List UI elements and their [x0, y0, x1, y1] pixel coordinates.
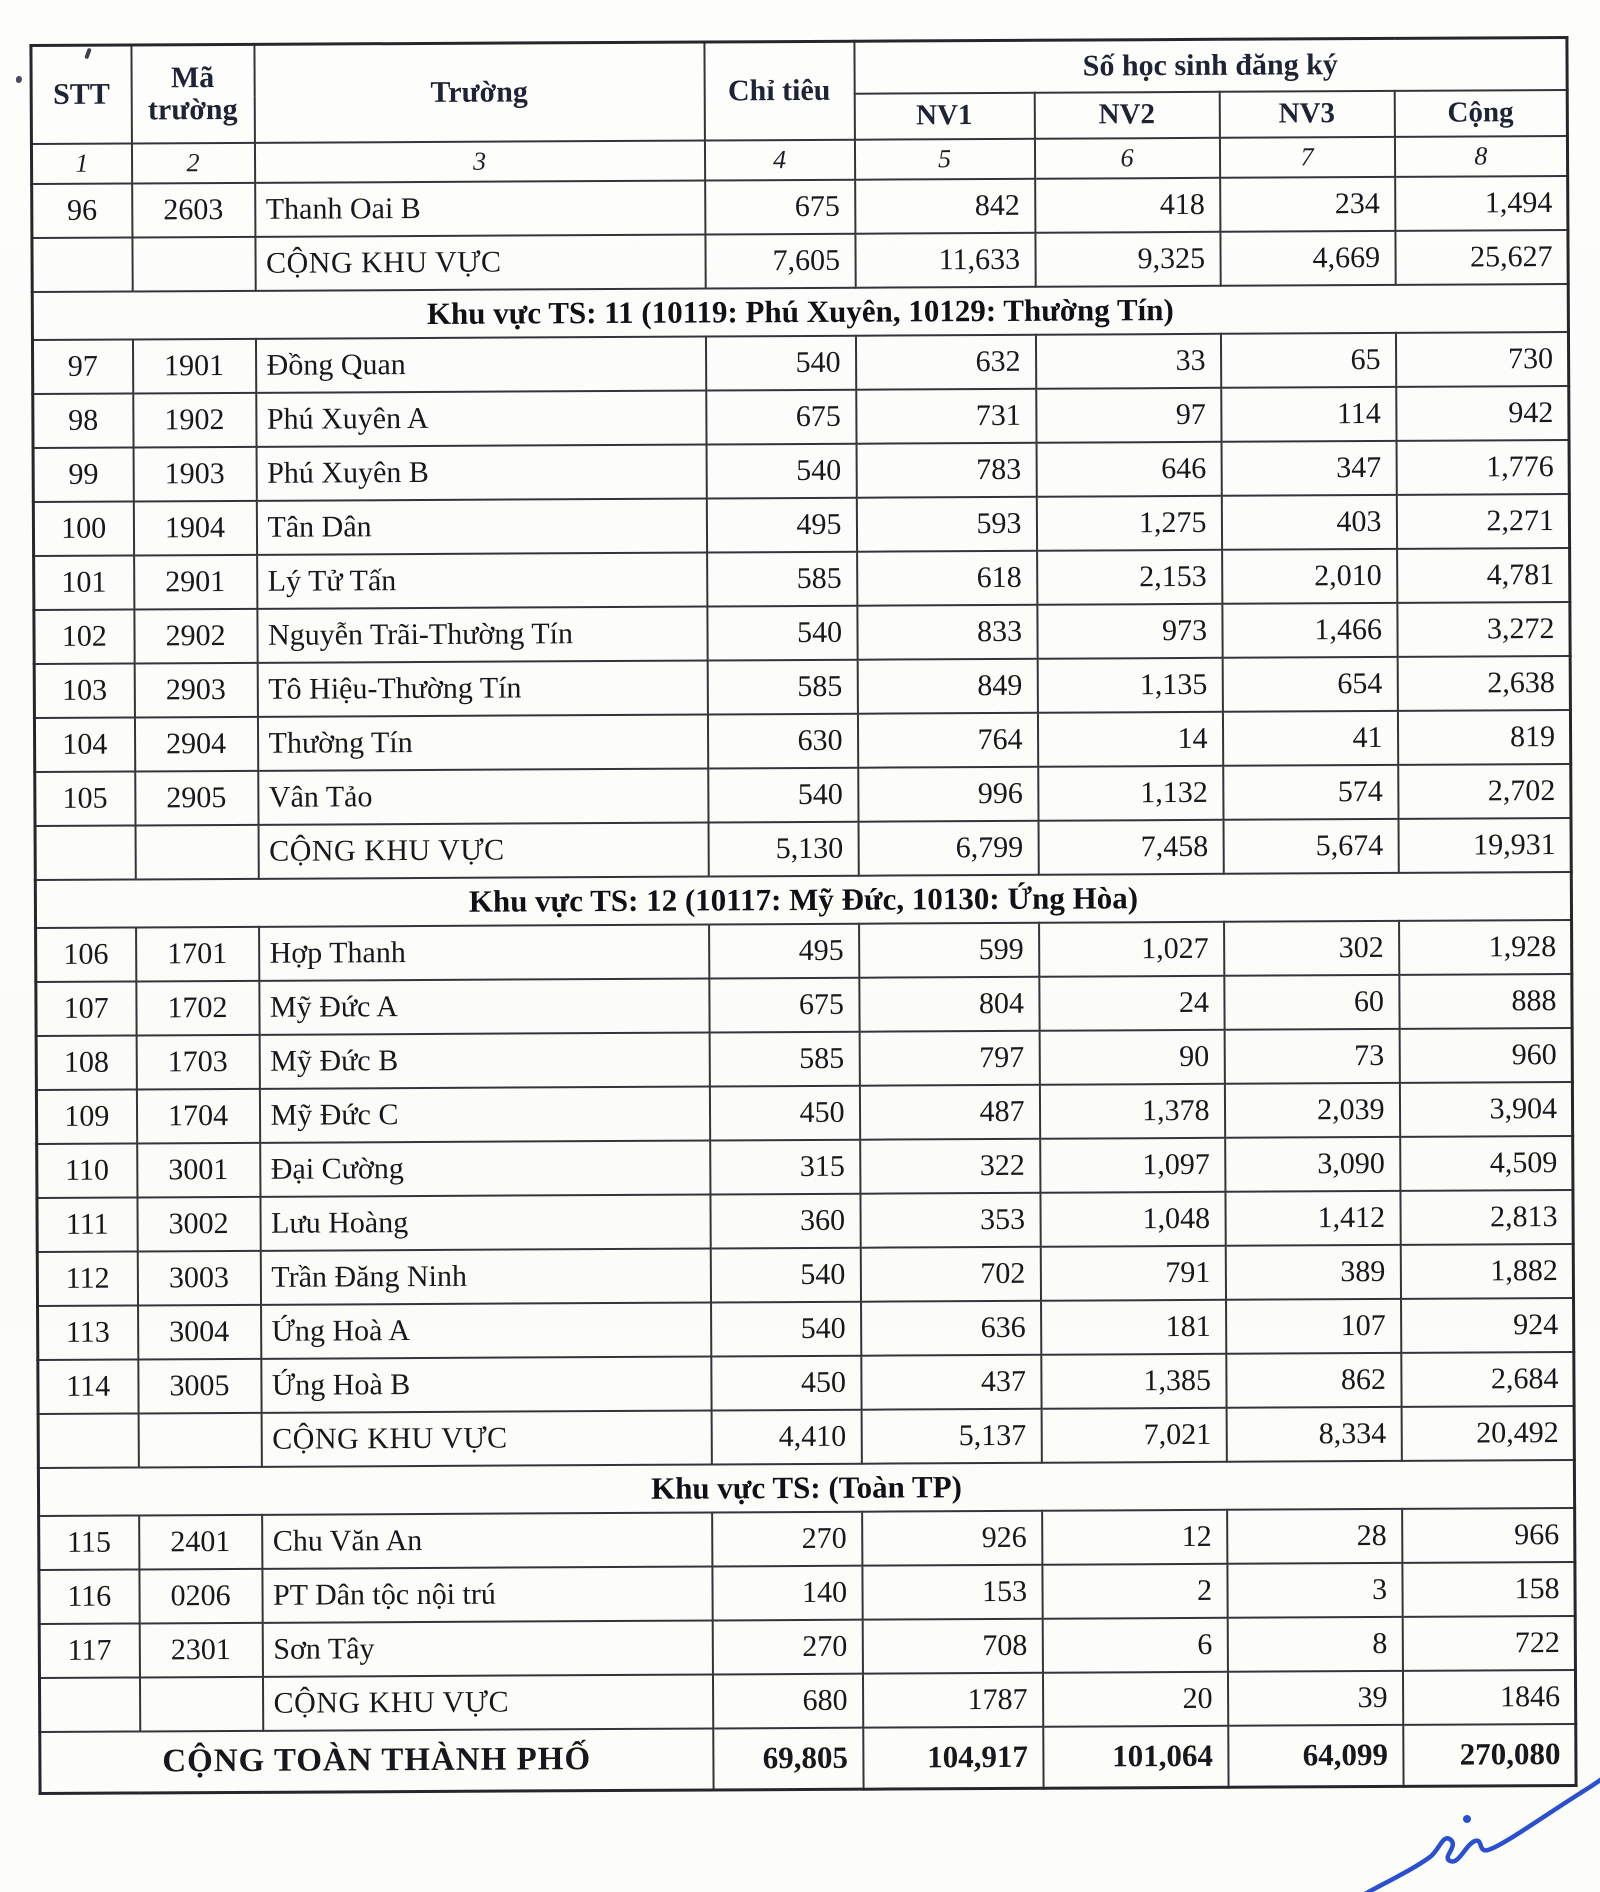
stt-cell: 114 — [38, 1359, 138, 1414]
region-total-label: CỘNG KHU VỰC — [261, 1410, 711, 1466]
school-row — [32, 331, 1568, 393]
school-chi_tieu-cell: 540 — [706, 443, 856, 498]
school-nv1-cell: 702 — [860, 1246, 1040, 1301]
school-chi_tieu-cell: 585 — [707, 659, 857, 714]
school-row — [33, 439, 1569, 501]
school-chi_tieu-cell: 585 — [707, 551, 857, 606]
school-nv3-cell: 2,010 — [1222, 548, 1397, 603]
school-nv3-cell: 65 — [1220, 332, 1395, 387]
school-row — [36, 1081, 1572, 1143]
school-cong-cell: 960 — [1399, 1027, 1572, 1082]
school-nv3-cell: 654 — [1222, 656, 1397, 711]
region-total-row — [35, 817, 1571, 879]
school-name-cell: Lưu Hoàng — [260, 1194, 710, 1250]
school-nv1-cell: 731 — [856, 388, 1036, 443]
school-nv3-cell: 389 — [1225, 1244, 1400, 1299]
school-chi_tieu-cell: 270 — [712, 1619, 862, 1674]
school-code-cell: 1902 — [133, 392, 256, 447]
school-chi_tieu-cell: 585 — [709, 1031, 859, 1086]
school-nv2-cell: 418 — [1035, 177, 1220, 232]
school-chi_tieu-cell: 675 — [709, 977, 859, 1032]
school-nv2-cell: 1,097 — [1040, 1137, 1225, 1192]
region-total-row — [32, 229, 1568, 291]
school-chi_tieu-cell: 495 — [709, 923, 859, 978]
header-cong: Cộng — [1394, 89, 1567, 136]
school-cong-cell: 1,928 — [1399, 919, 1572, 974]
school-name-cell: Hợp Thanh — [259, 924, 709, 980]
school-row — [32, 175, 1568, 237]
region-total-nv1: 6,799 — [858, 820, 1038, 875]
school-cong-cell: 730 — [1395, 331, 1568, 386]
column-index-7: 7 — [1219, 136, 1394, 177]
school-name-cell: Vân Tảo — [258, 768, 708, 824]
school-code-cell: 1903 — [133, 446, 256, 501]
school-nv2-cell: 12 — [1042, 1509, 1227, 1564]
empty-code-cell — [139, 1676, 262, 1731]
region-total-nv1: 11,633 — [855, 232, 1035, 287]
stt-cell: 98 — [33, 393, 133, 448]
header-ma-truong-line1: Mã — [170, 61, 215, 95]
school-nv2-cell: 1,132 — [1038, 765, 1223, 820]
region-total-nv3: 8,334 — [1226, 1406, 1401, 1461]
school-code-cell: 3002 — [137, 1196, 260, 1251]
stt-cell: 116 — [39, 1569, 139, 1624]
column-index-4: 4 — [704, 139, 854, 180]
stt-cell: 107 — [36, 981, 136, 1036]
school-cong-cell: 2,684 — [1401, 1351, 1574, 1406]
stt-cell: 103 — [34, 663, 134, 718]
school-nv2-cell: 33 — [1035, 333, 1220, 388]
school-nv1-cell: 353 — [860, 1192, 1040, 1247]
school-nv1-cell: 322 — [860, 1138, 1040, 1193]
school-name-cell: Tô Hiệu-Thường Tín — [257, 660, 707, 716]
school-cong-cell: 942 — [1396, 385, 1569, 440]
school-name-cell: Sơn Tây — [262, 1620, 712, 1676]
city-total-nv1: 104,917 — [863, 1726, 1043, 1789]
school-nv1-cell: 153 — [862, 1564, 1042, 1619]
school-nv2-cell: 1,048 — [1040, 1191, 1225, 1246]
region-total-nv2: 7,458 — [1038, 819, 1223, 874]
region-total-chi_tieu: 5,130 — [708, 821, 858, 876]
school-row — [39, 1615, 1575, 1677]
school-nv3-cell: 2,039 — [1224, 1082, 1399, 1137]
header-ma-truong — [131, 44, 255, 143]
school-code-cell: 0206 — [139, 1568, 262, 1623]
school-code-cell: 2905 — [135, 770, 258, 825]
school-code-cell: 1904 — [133, 500, 256, 555]
school-nv2-cell: 646 — [1036, 441, 1221, 496]
school-name-cell: Mỹ Đức A — [259, 978, 709, 1034]
school-nv3-cell: 60 — [1224, 974, 1399, 1029]
school-code-cell: 1704 — [136, 1088, 259, 1143]
school-cong-cell: 1,776 — [1396, 439, 1569, 494]
school-nv1-cell: 618 — [857, 550, 1037, 605]
school-chi_tieu-cell: 540 — [705, 335, 855, 390]
school-nv3-cell: 302 — [1224, 920, 1399, 975]
header-so-hoc-sinh-dang-ky: Số học sinh đăng ký — [854, 37, 1567, 93]
school-row — [39, 1507, 1575, 1569]
table-header — [31, 37, 1568, 183]
stt-cell: 101 — [34, 555, 134, 610]
school-nv1-cell: 437 — [861, 1354, 1041, 1409]
city-total-label: CỘNG TOÀN THÀNH PHỐ — [40, 1728, 713, 1794]
school-cong-cell: 1,494 — [1395, 175, 1568, 230]
school-nv1-cell: 487 — [859, 1084, 1039, 1139]
column-index-1: 1 — [31, 143, 131, 184]
school-name-cell: Ứng Hoà B — [261, 1356, 711, 1412]
stt-cell: 96 — [32, 183, 132, 238]
region-total-cong: 1846 — [1402, 1669, 1575, 1724]
school-code-cell: 2902 — [134, 608, 257, 663]
school-code-cell: 1703 — [136, 1034, 259, 1089]
school-chi_tieu-cell: 360 — [710, 1193, 860, 1248]
school-cong-cell: 3,272 — [1397, 601, 1570, 656]
school-chi_tieu-cell: 315 — [710, 1139, 860, 1194]
school-nv1-cell: 599 — [859, 922, 1039, 977]
school-nv1-cell: 783 — [856, 442, 1036, 497]
school-nv3-cell: 73 — [1224, 1028, 1399, 1083]
header-nv2: NV2 — [1034, 91, 1219, 138]
school-cong-cell: 924 — [1401, 1297, 1574, 1352]
header-truong: Trường — [254, 42, 705, 142]
city-total-nv2: 101,064 — [1043, 1725, 1228, 1788]
header-nv1: NV1 — [854, 92, 1034, 139]
school-nv3-cell: 3 — [1227, 1562, 1402, 1617]
school-code-cell: 3003 — [137, 1250, 260, 1305]
school-row — [36, 1027, 1572, 1089]
school-nv2-cell: 791 — [1040, 1245, 1225, 1300]
empty-code-cell — [132, 236, 255, 291]
school-nv2-cell: 973 — [1037, 603, 1222, 658]
school-nv3-cell: 3,090 — [1225, 1136, 1400, 1191]
school-cong-cell: 158 — [1402, 1561, 1575, 1616]
scan-speck — [16, 76, 22, 83]
stt-cell: 112 — [37, 1251, 137, 1306]
region-total-nv1: 5,137 — [861, 1408, 1041, 1463]
school-nv2-cell: 14 — [1037, 711, 1222, 766]
school-name-cell: Lý Tử Tấn — [257, 552, 707, 608]
school-code-cell: 2901 — [134, 554, 257, 609]
school-name-cell: Phú Xuyên A — [256, 390, 706, 446]
school-nv3-cell: 234 — [1220, 176, 1395, 231]
school-cong-cell: 2,813 — [1400, 1189, 1573, 1244]
school-nv2-cell: 1,027 — [1039, 921, 1224, 976]
school-nv2-cell: 181 — [1041, 1299, 1226, 1354]
stt-cell: 106 — [36, 927, 136, 982]
school-row — [33, 493, 1569, 555]
section-header-row — [38, 1459, 1574, 1515]
header-chi-tieu: Chỉ tiêu — [704, 41, 855, 140]
column-index-5: 5 — [854, 138, 1034, 179]
school-row — [36, 919, 1572, 981]
stt-cell: 100 — [33, 501, 133, 556]
school-nv3-cell: 403 — [1221, 494, 1396, 549]
school-cong-cell: 4,781 — [1397, 547, 1570, 602]
school-nv2-cell: 1,135 — [1037, 657, 1222, 712]
school-cong-cell: 2,271 — [1396, 493, 1569, 548]
header-nv3: NV3 — [1219, 90, 1394, 137]
signature-stroke — [1342, 1763, 1600, 1892]
column-index-3: 3 — [254, 140, 704, 182]
school-chi_tieu-cell: 675 — [706, 389, 856, 444]
school-row — [36, 973, 1572, 1035]
school-cong-cell: 722 — [1402, 1615, 1575, 1670]
school-nv2-cell: 6 — [1042, 1617, 1227, 1672]
registration-table-wrap — [29, 36, 1574, 1795]
school-name-cell: Trần Đăng Ninh — [260, 1248, 710, 1304]
region-total-nv2: 9,325 — [1035, 231, 1220, 286]
school-name-cell: Tân Dân — [256, 498, 706, 554]
school-row — [37, 1243, 1573, 1305]
empty-stt-cell — [39, 1677, 139, 1732]
school-nv3-cell: 1,412 — [1225, 1190, 1400, 1245]
region-total-cong: 19,931 — [1398, 817, 1571, 872]
school-nv2-cell: 2 — [1042, 1563, 1227, 1618]
school-code-cell: 2903 — [134, 662, 257, 717]
school-code-cell: 2401 — [139, 1514, 262, 1569]
empty-code-cell — [135, 824, 258, 879]
school-name-cell: Đại Cường — [260, 1140, 710, 1196]
school-chi_tieu-cell: 450 — [711, 1355, 861, 1410]
school-name-cell: Thanh Oai B — [255, 180, 705, 236]
section-header-row — [35, 871, 1571, 927]
city-total-cong: 270,080 — [1403, 1723, 1576, 1786]
region-total-nv2: 7,021 — [1041, 1407, 1226, 1462]
school-nv2-cell: 97 — [1036, 387, 1221, 442]
school-nv1-cell: 632 — [855, 334, 1035, 389]
school-chi_tieu-cell: 540 — [710, 1247, 860, 1302]
school-code-cell: 3005 — [138, 1358, 261, 1413]
school-chi_tieu-cell: 140 — [712, 1565, 862, 1620]
school-row — [38, 1351, 1574, 1413]
school-nv3-cell: 114 — [1221, 386, 1396, 441]
region-total-chi_tieu: 7,605 — [705, 233, 855, 288]
school-nv3-cell: 107 — [1226, 1298, 1401, 1353]
stt-cell: 117 — [39, 1623, 139, 1678]
school-name-cell: Ứng Hoà A — [261, 1302, 711, 1358]
school-row — [34, 547, 1570, 609]
school-row — [33, 385, 1569, 447]
school-row — [38, 1297, 1574, 1359]
region-total-label: CỘNG KHU VỰC — [262, 1674, 712, 1730]
school-nv1-cell: 764 — [857, 712, 1037, 767]
school-nv1-cell: 593 — [856, 496, 1036, 551]
school-name-cell: PT Dân tộc nội trú — [262, 1566, 712, 1622]
region-total-row — [39, 1669, 1575, 1731]
school-nv1-cell: 797 — [859, 1030, 1039, 1085]
region-total-nv1: 1787 — [862, 1672, 1042, 1727]
school-nv1-cell: 926 — [862, 1510, 1042, 1565]
school-nv3-cell: 41 — [1222, 710, 1397, 765]
stt-cell: 102 — [34, 609, 134, 664]
city-total-nv3: 64,099 — [1228, 1724, 1403, 1787]
stt-cell: 110 — [37, 1143, 137, 1198]
school-code-cell: 1901 — [132, 338, 255, 393]
school-chi_tieu-cell: 540 — [708, 767, 858, 822]
school-row — [35, 763, 1571, 825]
school-code-cell: 1702 — [136, 980, 259, 1035]
school-nv1-cell: 804 — [859, 976, 1039, 1031]
school-chi_tieu-cell: 495 — [706, 497, 856, 552]
school-nv2-cell: 24 — [1039, 975, 1224, 1030]
school-row — [34, 601, 1570, 663]
stt-cell: 113 — [38, 1305, 138, 1360]
school-name-cell: Chu Văn An — [262, 1512, 712, 1568]
stt-cell: 111 — [37, 1197, 137, 1252]
school-cong-cell: 3,904 — [1399, 1081, 1572, 1136]
school-cong-cell: 2,638 — [1397, 655, 1570, 710]
school-nv1-cell: 636 — [861, 1300, 1041, 1355]
section-title: Khu vực TS: (Toàn TP) — [38, 1459, 1574, 1515]
school-row — [34, 655, 1570, 717]
region-total-chi_tieu: 680 — [712, 1673, 862, 1728]
school-name-cell: Nguyễn Trãi-Thường Tín — [257, 606, 707, 662]
region-total-chi_tieu: 4,410 — [711, 1409, 861, 1464]
city-total-chi_tieu: 69,805 — [713, 1727, 863, 1790]
header-stt: STT — [31, 45, 132, 144]
stt-cell: 97 — [32, 339, 132, 394]
school-row — [37, 1135, 1573, 1197]
school-name-cell: Mỹ Đức B — [259, 1032, 709, 1088]
empty-stt-cell — [38, 1413, 138, 1468]
region-total-label: CỘNG KHU VỰC — [258, 822, 708, 878]
registration-table — [29, 36, 1577, 1795]
school-code-cell: 2904 — [134, 716, 257, 771]
region-total-nv3: 39 — [1227, 1670, 1402, 1725]
school-chi_tieu-cell: 630 — [707, 713, 857, 768]
school-row — [39, 1561, 1575, 1623]
column-index-2: 2 — [131, 142, 254, 183]
signature-scribble — [1280, 1749, 1600, 1892]
region-total-label: CỘNG KHU VỰC — [255, 234, 705, 290]
school-cong-cell: 819 — [1397, 709, 1570, 764]
school-nv3-cell: 347 — [1221, 440, 1396, 495]
header-ma-truong-line2: trường — [147, 92, 238, 127]
school-nv3-cell: 862 — [1226, 1352, 1401, 1407]
school-nv3-cell: 28 — [1227, 1508, 1402, 1563]
school-code-cell: 2603 — [132, 182, 255, 237]
school-cong-cell: 888 — [1399, 973, 1572, 1028]
empty-code-cell — [138, 1412, 261, 1467]
school-nv3-cell: 1,466 — [1222, 602, 1397, 657]
section-title: Khu vực TS: 12 (10117: Mỹ Đức, 10130: Ứng Hòa) — [35, 871, 1571, 927]
school-cong-cell: 966 — [1402, 1507, 1575, 1562]
school-name-cell: Phú Xuyên B — [256, 444, 706, 500]
region-total-nv3: 5,674 — [1223, 818, 1398, 873]
school-nv3-cell: 574 — [1223, 764, 1398, 819]
school-name-cell: Thường Tín — [257, 714, 707, 770]
school-nv3-cell: 8 — [1227, 1616, 1402, 1671]
school-nv1-cell: 849 — [857, 658, 1037, 713]
region-total-row — [38, 1405, 1574, 1467]
region-total-cong: 20,492 — [1401, 1405, 1574, 1460]
school-row — [37, 1189, 1573, 1251]
school-nv1-cell: 996 — [858, 766, 1038, 821]
school-cong-cell: 2,702 — [1398, 763, 1571, 818]
stt-cell: 105 — [35, 771, 135, 826]
region-total-nv3: 4,669 — [1220, 230, 1395, 285]
stt-cell: 99 — [33, 447, 133, 502]
column-index-8: 8 — [1394, 135, 1567, 176]
school-chi_tieu-cell: 675 — [705, 179, 855, 234]
stt-cell: 108 — [36, 1035, 136, 1090]
school-nv2-cell: 90 — [1039, 1029, 1224, 1084]
header-row-1 — [31, 37, 1567, 97]
school-code-cell: 2301 — [139, 1622, 262, 1677]
region-total-nv2: 20 — [1042, 1671, 1227, 1726]
school-nv2-cell: 1,378 — [1039, 1083, 1224, 1138]
school-nv1-cell: 833 — [857, 604, 1037, 659]
school-code-cell: 1701 — [136, 926, 259, 981]
school-name-cell: Mỹ Đức C — [259, 1086, 709, 1142]
school-chi_tieu-cell: 270 — [712, 1511, 862, 1566]
signature-dot — [1463, 1815, 1471, 1823]
empty-stt-cell — [32, 237, 132, 292]
school-nv2-cell: 1,275 — [1036, 495, 1221, 550]
empty-stt-cell — [35, 825, 135, 880]
school-code-cell: 3001 — [137, 1142, 260, 1197]
school-name-cell: Đồng Quan — [255, 336, 705, 392]
school-chi_tieu-cell: 540 — [711, 1301, 861, 1356]
table-body — [32, 175, 1576, 1793]
school-cong-cell: 1,882 — [1400, 1243, 1573, 1298]
stt-cell: 104 — [34, 717, 134, 772]
section-header-row — [32, 283, 1568, 339]
school-chi_tieu-cell: 540 — [707, 605, 857, 660]
section-title: Khu vực TS: 11 (10119: Phú Xuyên, 10129: Thường Tín) — [32, 283, 1568, 339]
column-index-6: 6 — [1034, 137, 1219, 178]
school-code-cell: 3004 — [138, 1304, 261, 1359]
school-nv2-cell: 2,153 — [1037, 549, 1222, 604]
school-cong-cell: 4,509 — [1400, 1135, 1573, 1190]
school-nv1-cell: 708 — [862, 1618, 1042, 1673]
school-nv2-cell: 1,385 — [1041, 1353, 1226, 1408]
stt-cell: 109 — [36, 1089, 136, 1144]
region-total-cong: 25,627 — [1395, 229, 1568, 284]
school-chi_tieu-cell: 450 — [709, 1085, 859, 1140]
school-nv1-cell: 842 — [855, 178, 1035, 233]
stt-cell: 115 — [39, 1515, 139, 1570]
school-row — [34, 709, 1570, 771]
